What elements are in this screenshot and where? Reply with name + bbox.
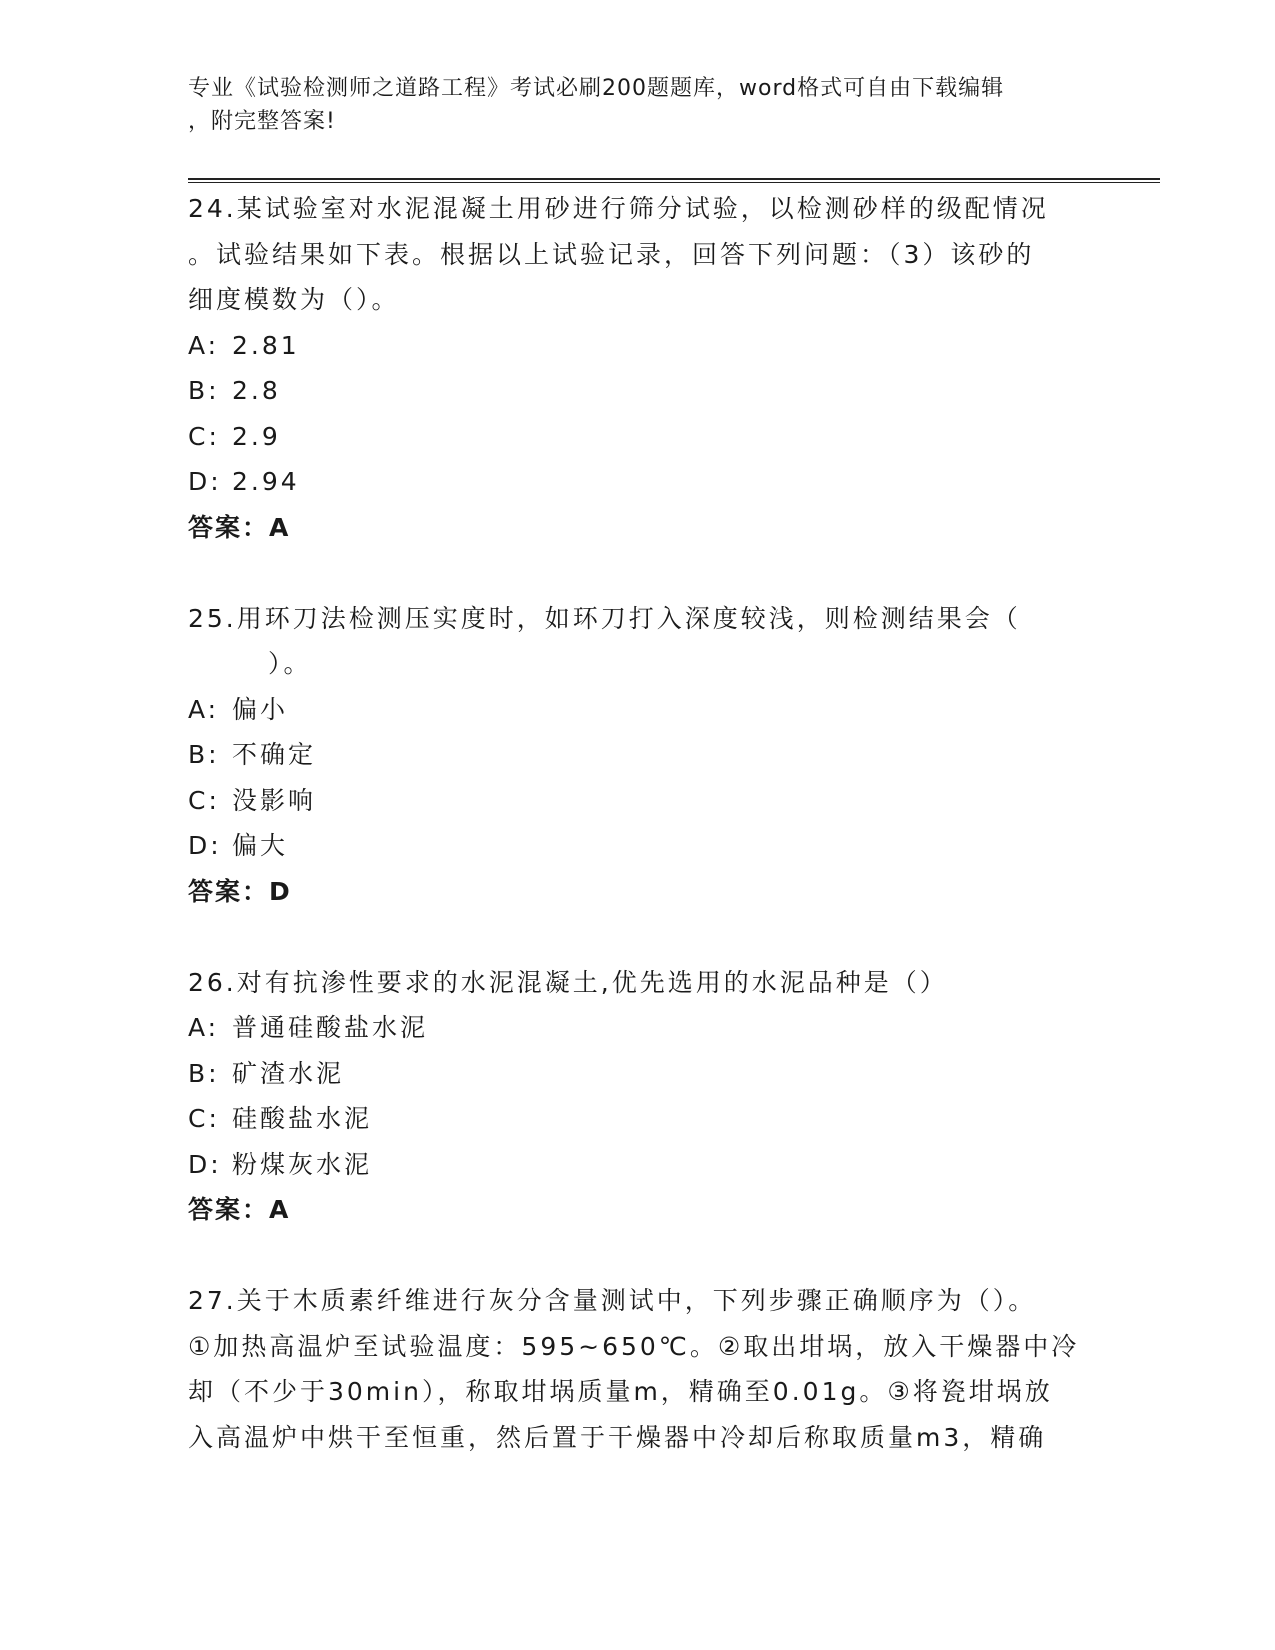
option-label: B: bbox=[188, 740, 220, 769]
option-text: 2.94 bbox=[232, 467, 300, 496]
option-a bbox=[188, 687, 1088, 733]
option-text: 普通硅酸盐水泥 bbox=[232, 1013, 429, 1042]
header-title-line-1: 专业《试验检测师之道路工程》考试必刷200题题库，word格式可自由下载编辑 bbox=[188, 76, 1005, 101]
option-text: 不确定 bbox=[232, 740, 317, 769]
option-label: B: bbox=[188, 1058, 220, 1088]
question-text-line: 。试验结果如下表。根据以上试验记录，回答下列问题：（3）该砂的 bbox=[188, 239, 1035, 269]
option-label: D: bbox=[188, 831, 222, 860]
header-divider bbox=[188, 178, 1160, 183]
option-label: A: bbox=[188, 694, 220, 724]
option-label: A: bbox=[188, 330, 220, 360]
question-24 bbox=[188, 186, 1088, 550]
option-text: 2.81 bbox=[232, 330, 300, 360]
option-label: C: bbox=[188, 785, 220, 815]
question-text-line: 入高温炉中烘干至恒重，然后置于干燥器中冷却后称取质量m3，精确 bbox=[188, 1422, 1047, 1452]
option-text: 2.9 bbox=[232, 421, 281, 451]
option-c bbox=[188, 778, 1088, 824]
spacer bbox=[188, 1233, 1088, 1279]
option-label: C: bbox=[188, 1104, 220, 1133]
answer-line: 答案：D bbox=[188, 876, 292, 906]
option-a bbox=[188, 323, 1088, 369]
option-text: 偏小 bbox=[232, 694, 289, 724]
spacer bbox=[188, 550, 1088, 596]
header-title-line-2: ，附完整答案! bbox=[188, 109, 336, 134]
option-d bbox=[188, 1142, 1088, 1188]
option-text: 矿渣水泥 bbox=[232, 1058, 345, 1088]
option-b bbox=[188, 1051, 1088, 1097]
option-text: 没影响 bbox=[232, 785, 317, 815]
option-d bbox=[188, 459, 1088, 505]
option-b bbox=[188, 732, 1088, 778]
answer-line: 答案：A bbox=[188, 512, 291, 542]
question-list bbox=[188, 186, 1088, 1460]
spacer bbox=[188, 914, 1088, 960]
option-c bbox=[188, 1096, 1088, 1142]
option-label: B: bbox=[188, 376, 220, 405]
question-text-line: 24.某试验室对水泥混凝土用砂进行筛分试验，以检测砂样的级配情况 bbox=[188, 194, 1049, 223]
option-label: D: bbox=[188, 1149, 222, 1179]
question-text-line: ①加热高温炉至试验温度：595~650℃。②取出坩埚，放入干燥器中冷 bbox=[188, 1331, 1080, 1361]
option-text: 硅酸盐水泥 bbox=[232, 1104, 373, 1133]
question-27 bbox=[188, 1278, 1088, 1460]
option-text: 2.8 bbox=[232, 376, 281, 405]
question-text-line-indented bbox=[188, 641, 1088, 687]
question-26 bbox=[188, 960, 1088, 1233]
question-text-line: 27.关于木质素纤维进行灰分含量测试中，下列步骤正确顺序为（）。 bbox=[188, 1286, 1037, 1315]
option-label: D: bbox=[188, 467, 222, 496]
question-text-line: 细度模数为（）。 bbox=[188, 285, 400, 314]
answer-line: 答案：A bbox=[188, 1195, 291, 1224]
option-label: A: bbox=[188, 1013, 220, 1042]
option-c bbox=[188, 414, 1088, 460]
question-25 bbox=[188, 596, 1088, 915]
option-label: C: bbox=[188, 421, 220, 451]
option-a bbox=[188, 1005, 1088, 1051]
option-text: 粉煤灰水泥 bbox=[232, 1149, 373, 1179]
question-text-fragment: ）。 bbox=[268, 649, 312, 678]
option-b bbox=[188, 368, 1088, 414]
option-d bbox=[188, 823, 1088, 869]
question-text-line: 25.用环刀法检测压实度时，如环刀打入深度较浅，则检测结果会（ bbox=[188, 603, 1021, 633]
option-text: 偏大 bbox=[232, 831, 289, 860]
question-text-line: 却（不少于30min），称取坩埚质量m，精确至0.01g。③将瓷坩埚放 bbox=[188, 1377, 1053, 1406]
document-header bbox=[188, 72, 1088, 138]
question-text-line: 26.对有抗渗性要求的水泥混凝土,优先选用的水泥品种是（） bbox=[188, 967, 948, 997]
